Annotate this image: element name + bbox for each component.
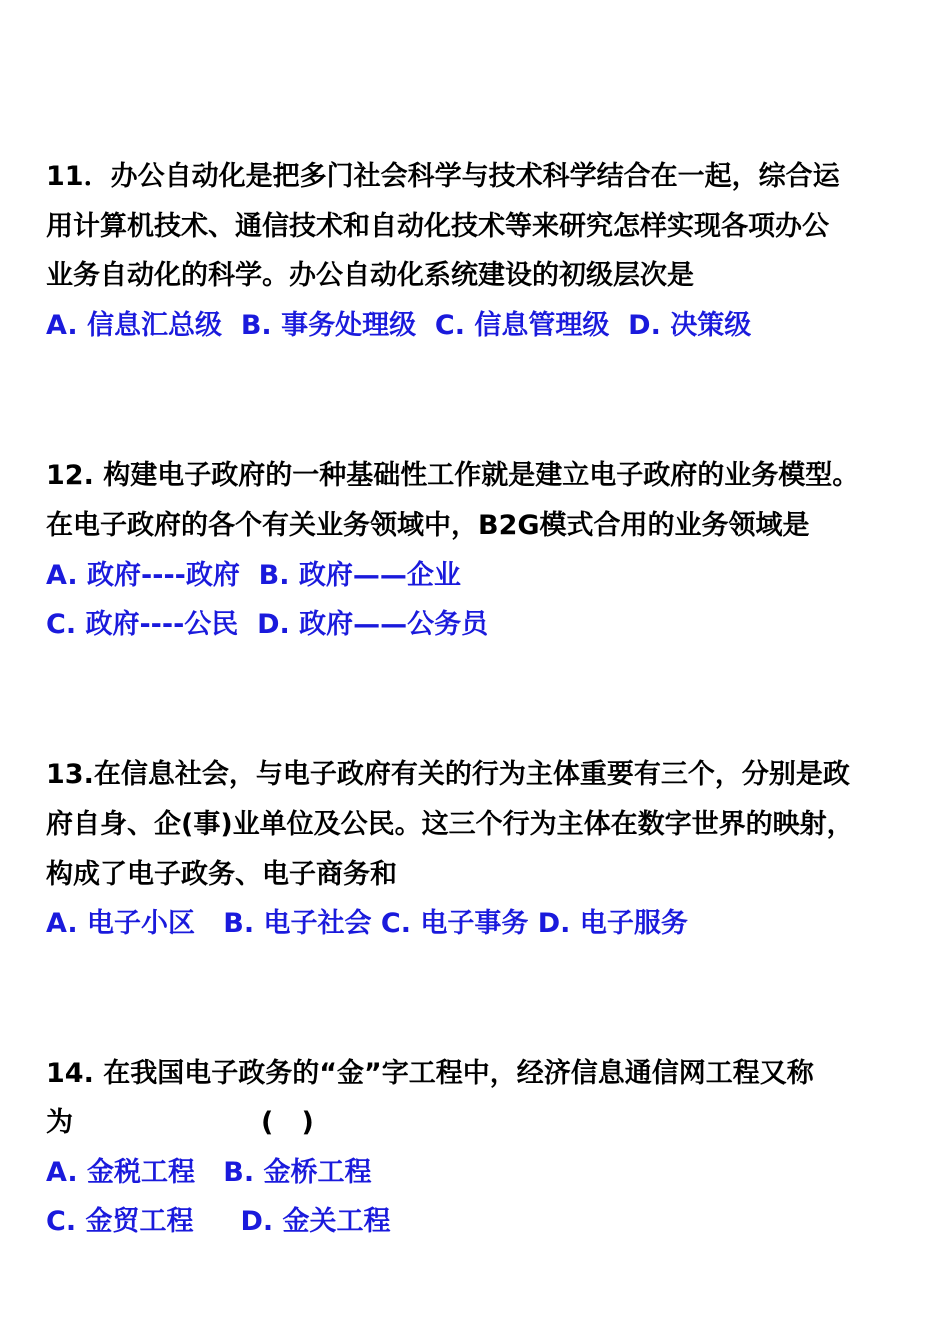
- question-stem-line: 14. 在我国电子政务的“金”字工程中，经济信息通信网工程又称: [46, 1058, 814, 1089]
- question-stem-line: 在电子政府的各个有关业务领域中，B2G模式合用的业务领域是: [46, 510, 810, 541]
- answer-options-line: A. 电子小区 B. 电子社会 C. 电子事务 D. 电子服务: [46, 908, 688, 939]
- answer-options-line: A. 信息汇总级 B. 事务处理级 C. 信息管理级 D. 决策级: [46, 310, 752, 341]
- question-stem-line: 为 ( ): [46, 1107, 314, 1138]
- question-stem-line: 府自身、企(事)业单位及公民。这三个行为主体在数字世界的映射，: [46, 809, 854, 840]
- question-stem-line: 12. 构建电子政府的一种基础性工作就是建立电子政府的业务模型。: [46, 460, 860, 491]
- answer-options-line: A. 金税工程 B. 金桥工程: [46, 1157, 372, 1188]
- question-stem-line: 11．办公自动化是把多门社会科学与技术科学结合在一起，综合运: [46, 161, 840, 192]
- question-stem-line: 构成了电子政务、电子商务和: [46, 859, 397, 890]
- question-stem-line: 业务自动化的科学。办公自动化系统建设的初级层次是: [46, 260, 694, 291]
- answer-options-line: A. 政府----政府 B. 政府——企业: [46, 560, 461, 591]
- answer-options-line: C. 金贸工程 D. 金关工程: [46, 1206, 391, 1237]
- question-stem-line: 用计算机技术、通信技术和自动化技术等来研究怎样实现各项办公: [46, 211, 829, 242]
- question-stem-line: 13.在信息社会，与电子政府有关的行为主体重要有三个，分别是政: [46, 759, 850, 790]
- answer-options-line: C. 政府----公民 D. 政府——公务员: [46, 609, 489, 640]
